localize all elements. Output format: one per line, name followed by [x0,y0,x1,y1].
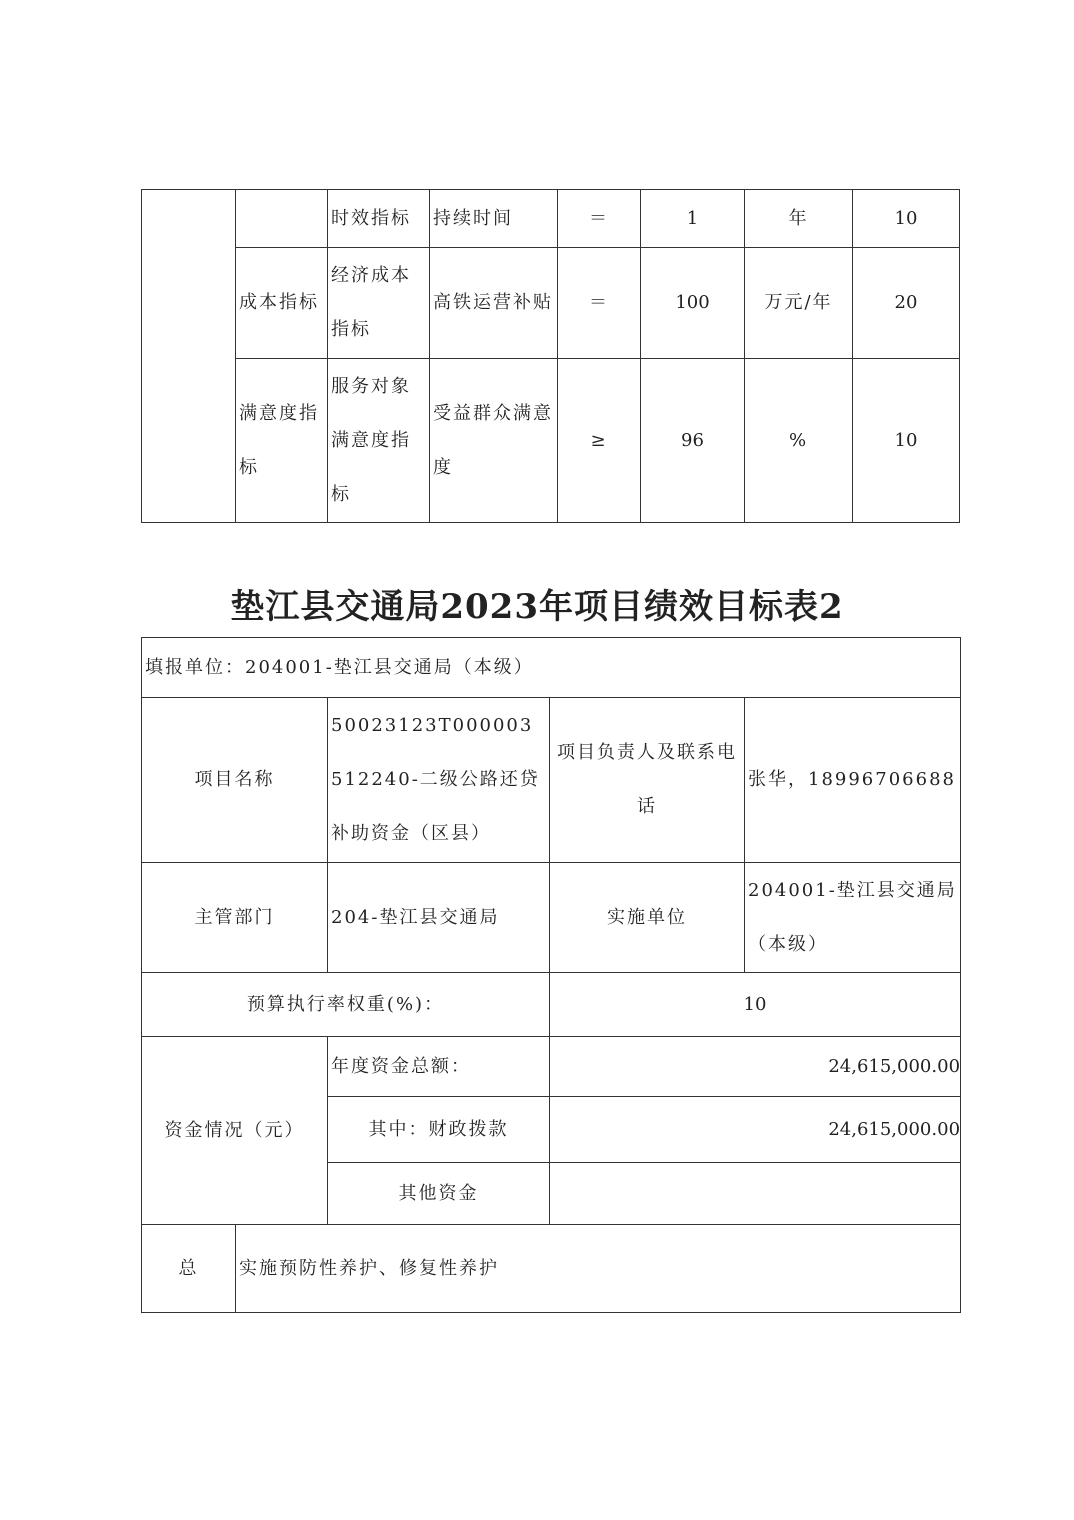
impl-unit-label: 实施单位 [550,863,745,973]
impl-unit-value: 204001-垫江县交通局（本级） [745,863,961,973]
category-cell [142,190,236,523]
table-row [142,638,961,698]
table-row [142,1225,961,1313]
operator-cell: ≥ [558,359,641,523]
subcat-cell [236,190,328,248]
value-cell: 100 [641,248,745,359]
unit-cell: 万元/年 [745,248,853,359]
name-cell: 持续时间 [430,190,558,248]
overall-value: 实施预防性养护、修复性养护 [236,1225,961,1313]
reporting-unit: 填报单位：204001-垫江县交通局（本级） [142,638,961,698]
annual-total-value: 24,615,000.00 [550,1037,961,1097]
table-row [142,973,961,1037]
other-funds-label: 其他资金 [328,1163,550,1225]
fiscal-label: 其中：财政拨款 [328,1097,550,1163]
name-cell: 受益群众满意度 [430,359,558,523]
indicator-cell: 经济成本指标 [328,248,430,359]
value-cell: 1 [641,190,745,248]
table-row [142,359,960,523]
table-row [142,698,961,863]
annual-total-label: 年度资金总额： [328,1037,550,1097]
dept-value: 204-垫江县交通局 [328,863,550,973]
table-row [142,1037,961,1097]
indicator-cell: 服务对象满意度指标 [328,359,430,523]
project-info-table [141,637,961,1313]
overall-label: 总 [142,1225,236,1313]
unit-cell: 年 [745,190,853,248]
indicator-cell: 时效指标 [328,190,430,248]
subcat-cell: 成本指标 [236,248,328,359]
weight-cell: 20 [853,248,960,359]
contact-label: 项目负责人及联系电话 [550,698,745,863]
contact-value: 张华，18996706688 [745,698,961,863]
funds-label: 资金情况（元） [142,1037,328,1225]
table-row [142,863,961,973]
subcat-cell: 满意度指标 [236,359,328,523]
project-name-value: 50023123T000003512240-二级公路还贷补助资金（区县） [328,698,550,863]
table-row [142,248,960,359]
budget-rate-value: 10 [550,973,961,1037]
name-cell: 高铁运营补贴 [430,248,558,359]
operator-cell: ＝ [558,190,641,248]
fiscal-value: 24,615,000.00 [550,1097,961,1163]
budget-rate-label: 预算执行率权重(%)： [142,973,550,1037]
operator-cell: ＝ [558,248,641,359]
table-row [142,190,960,248]
unit-cell: % [745,359,853,523]
other-funds-value [550,1163,961,1225]
weight-cell: 10 [853,190,960,248]
dept-label: 主管部门 [142,863,328,973]
page-title: 垫江县交通局2023年项目绩效目标表2 [230,587,844,627]
weight-cell: 10 [853,359,960,523]
value-cell: 96 [641,359,745,523]
performance-indicator-table [141,189,960,523]
project-name-label: 项目名称 [142,698,328,863]
